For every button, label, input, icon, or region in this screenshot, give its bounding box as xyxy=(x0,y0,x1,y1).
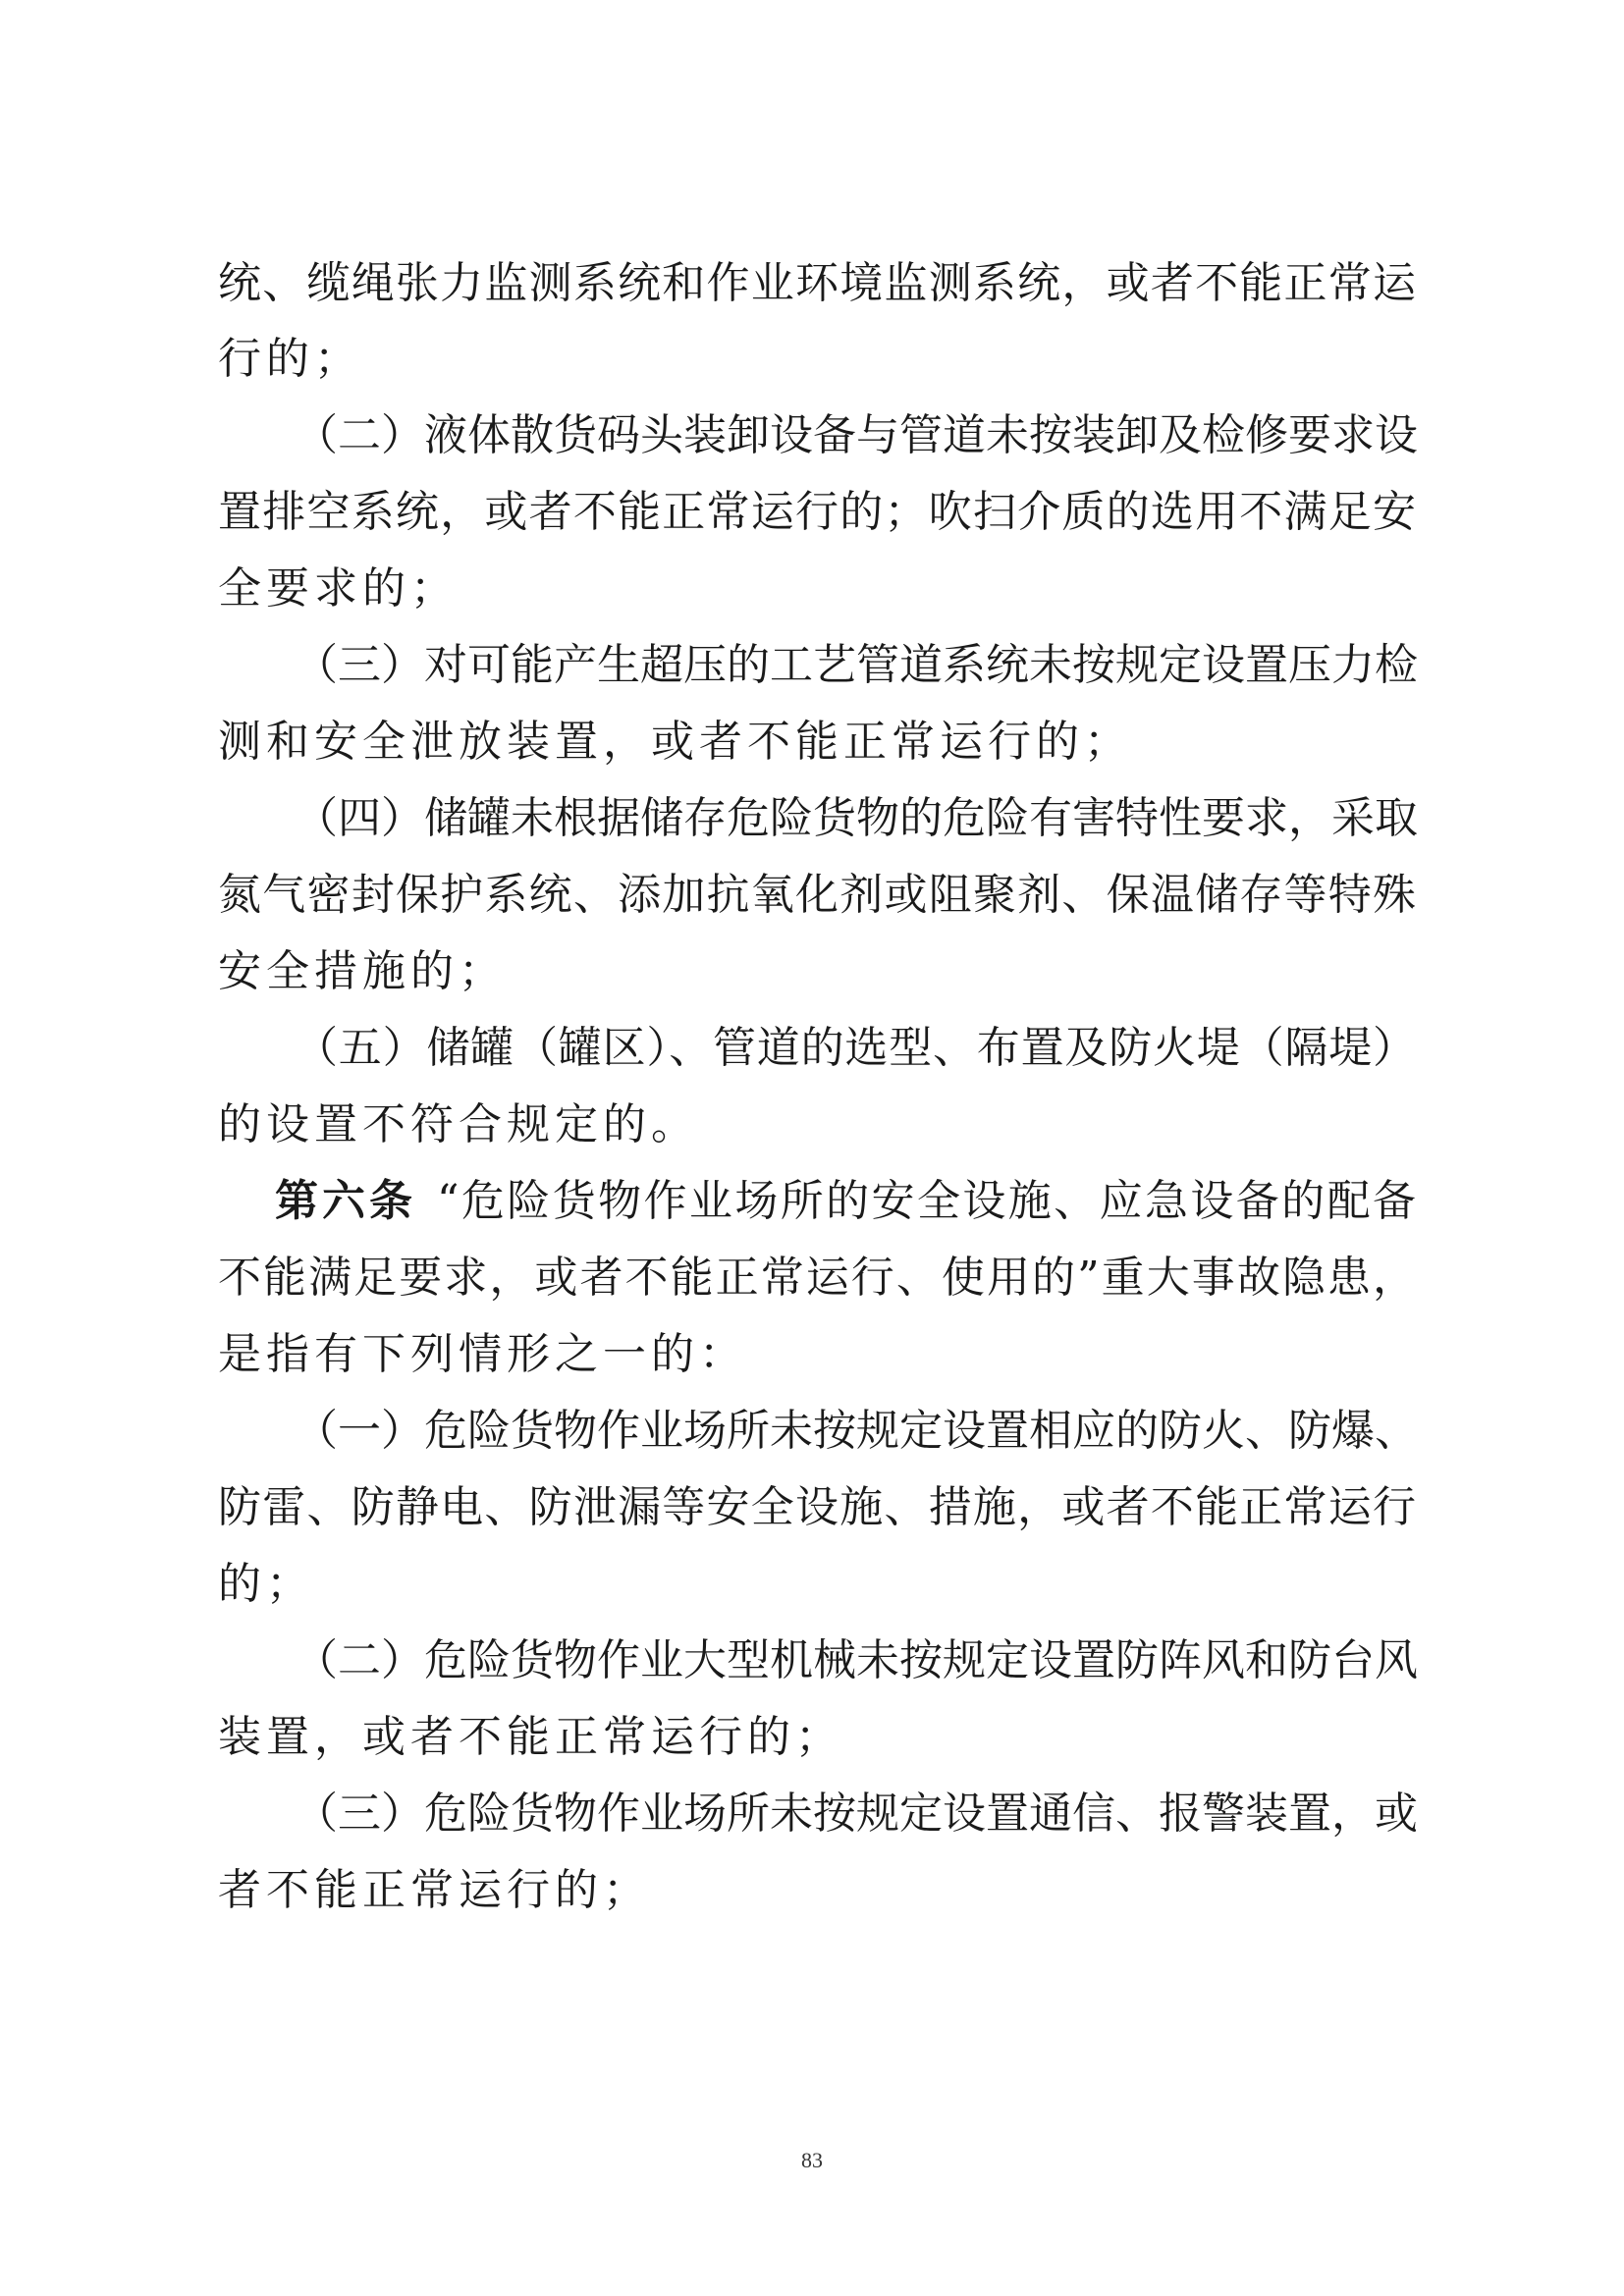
text-line: （五）储罐（罐区）、管道的选型、布置及防火堤（隔堤） xyxy=(295,1023,1416,1073)
text-line: 的设置不符合规定的。 xyxy=(218,1099,699,1149)
text-line: 装置，或者不能正常运行的； xyxy=(218,1712,843,1762)
text-line: 的； xyxy=(218,1559,314,1609)
page-number: 83 xyxy=(801,2148,823,2172)
text-line: 氮气密封保护系统、添加抗氧化剂或阻聚剂、保温储存等特殊 xyxy=(218,870,1416,920)
text-line: 不能满足要求，或者不能正常运行、使用的”重大事故隐患， xyxy=(218,1253,1416,1303)
text-line: （三）危险货物作业场所未按规定设置通信、报警装置，或 xyxy=(295,1789,1418,1839)
text-line: 置排空系统，或者不能正常运行的；吹扫介质的选用不满足安 xyxy=(218,487,1416,537)
text-line: （一）危险货物作业场所未按规定设置相应的防火、防爆、 xyxy=(295,1406,1418,1456)
text-line: 行的； xyxy=(218,334,362,384)
text-line: 是指有下列情形之一的： xyxy=(218,1329,747,1379)
text-line: “危险货物作业场所的安全设施、应急设备的配备 xyxy=(437,1176,1416,1226)
text-line: （二）液体散货码头装卸设备与管道未按装卸及检修要求设 xyxy=(295,410,1418,460)
text-line: （二）危险货物作业大型机械未按规定设置防阵风和防台风 xyxy=(295,1635,1418,1685)
text-line: （三）对可能产生超压的工艺管道系统未按规定设置压力检 xyxy=(295,640,1418,690)
text-line: 测和安全泄放装置，或者不能正常运行的； xyxy=(218,717,1132,767)
text-line: 统、缆绳张力监测系统和作业环境监测系统，或者不能正常运 xyxy=(218,258,1416,308)
text-line: 全要求的； xyxy=(218,563,459,614)
text-line: （四）储罐未根据储存危险货物的危险有害特性要求，采取 xyxy=(295,793,1418,843)
article-heading: 第六条 xyxy=(275,1176,416,1226)
text-line: 防雷、防静电、防泄漏等安全设施、措施，或者不能正常运行 xyxy=(218,1482,1416,1532)
text-line: 安全措施的； xyxy=(218,946,507,996)
text-line: 者不能正常运行的； xyxy=(218,1865,651,1915)
